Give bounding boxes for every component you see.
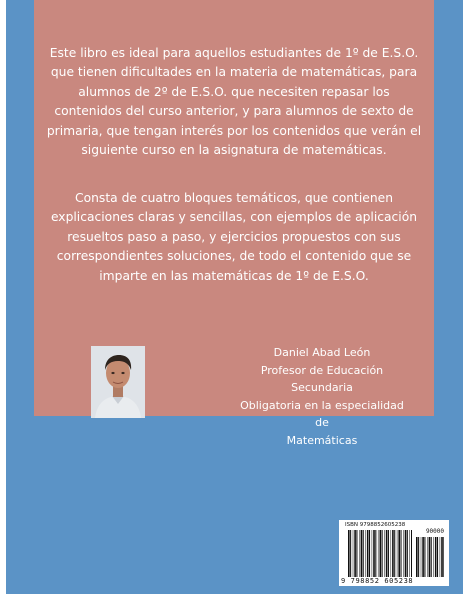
description-paragraph-2: Consta de cuatro bloques temáticos, que contienen explicaciones claras y sencillas, con ejemplos de aplicación resueltos paso a paso, y ejercicios propuestos con sus correspondientes soluciones, de todo el contenido que se imparte en las matemáticas de 1º de E.S.O. bbox=[50, 191, 418, 283]
description-paragraph-1: Este libro es ideal para aquellos estudiantes de 1º de E.S.O. que tienen dificultades en la materia de matemáticas, para alumnos de 2º de E.S.O. que necesiten repasar los contenidos del curso anterior, y para alumnos de sexto de primaria, que tengan interés por los contenidos que verán el siguiente curso en la asignatura de matemáticas. bbox=[46, 46, 422, 158]
author-name: Daniel Abad León bbox=[273, 346, 371, 359]
barcode-bars bbox=[348, 530, 412, 577]
author-title-line-3: Matemáticas bbox=[286, 433, 358, 447]
price-code: 90000 bbox=[425, 528, 444, 535]
barcode-digits: 9 798852 605238 bbox=[341, 577, 414, 585]
author-title-line-2: Obligatoria en la especialidad de bbox=[240, 398, 404, 429]
author-title-line-1: Profesor de Educación Secundaria bbox=[260, 363, 384, 394]
author-bio bbox=[236, 344, 408, 449]
barcode-addon-bars bbox=[416, 537, 444, 577]
author-photo bbox=[91, 346, 145, 418]
isbn-label: ISBN 9798852605238 bbox=[345, 522, 406, 528]
barcode-box bbox=[339, 520, 449, 586]
author-portrait-icon bbox=[91, 346, 145, 418]
